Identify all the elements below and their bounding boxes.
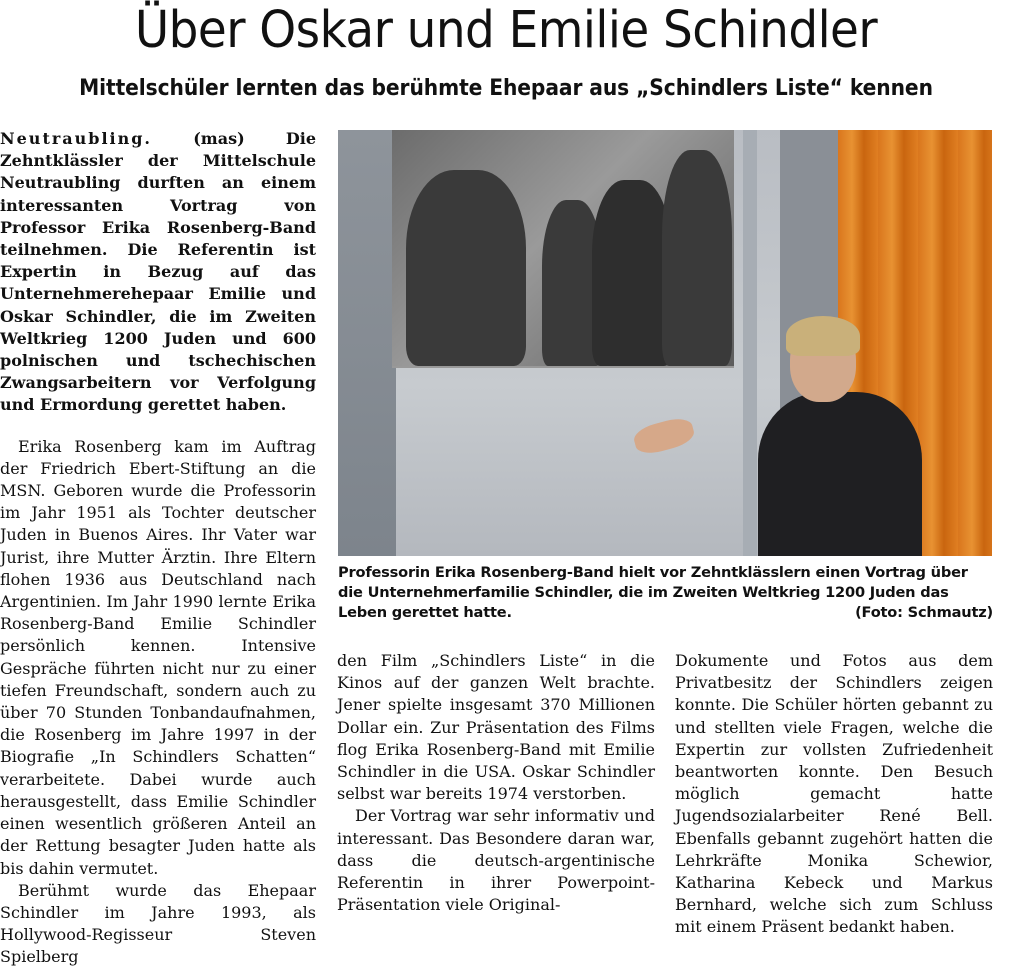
- subheadline: Mittelschüler lernten das berühmte Ehepaar aus „Schindlers Liste“ kennen: [79, 76, 933, 101]
- body-paragraph-3-start: Der Vortrag war sehr informativ und interessant. Das Besondere daran war, dass die deutsch-argentinische Referentin in ihrer Powerpoint-Präsentation viele Original-: [337, 806, 655, 915]
- photo-speaker-hair: [786, 316, 860, 356]
- photo-caption: [338, 563, 993, 623]
- photo-speaker-body: [758, 392, 922, 556]
- body-paragraph-1: Erika Rosenberg kam im Auftrag der Friedrich Ebert-Stiftung an die MSN. Geboren wurde die Professorin im Jahr 1951 als Tochter deutscher Juden in Buenos Aires. Ihr Vater war Jurist, ihre Mutter Ärztin. Ihre Eltern flohen 1936 aus Deutschland nach Argentinien. Im Jahr 1990 lernte Erika Rosenberg-Band Emilie Schindler persönlich kennen. Intensive Gespräche führten nicht nur zu einer tiefen Freundschaft, sondern auch zu über 70 Stunden Tonbandaufnahmen, die Rosenberg im Jahre 1997 in der Biografie „In Schindlers Schatten“ verarbeitete. Dabei wurde auch herausgestellt, dass Emilie Schindler einen wesentlich größeren Anteil an der Rettung besagter Juden hatte als bis dahin vermutet.: [0, 436, 316, 878]
- photo-wall: [338, 130, 396, 556]
- lead-text: (mas) Die Zehntklässler der Mittelschule Neutraubling durften an einem interessanten Vortrag von Professor Erika Rosenberg-Band teilnehmen. Die Referentin ist Expertin in Bezug auf das Unternehmerehepaar Emilie und Oskar Schindler, die im Zweiten Weltkrieg 1200 Juden und 600 polnischen und tschechischen Zwangsarbeitern vor Verfolgung und Ermordung gerettet haben.: [0, 129, 316, 415]
- article-photo: [338, 130, 992, 556]
- article-column-1: [0, 128, 316, 969]
- photo-figure: [662, 150, 732, 366]
- photo-projected-image: [392, 130, 734, 368]
- photo-door-frame: [743, 130, 757, 556]
- body-paragraph-3-cont: Dokumente und Fotos aus dem Privatbesitz der Schindlers zeigen konnte. Die Schüler hörten gebannt zu und stellten viele Fragen, welche die Expertin zur vollsten Zufriedenheit beantworten konnte. Den Besuch möglich gemacht hatte Jugendsozialarbeiter René Bell. Ebenfalls gebannt zugehört hatten die Lehrkräfte Monika Schewior, Katharina Kebeck und Markus Bernhard, welche sich zum Schluss mit einem Präsent bedankt haben.: [675, 651, 993, 937]
- dateline: Neutraubling.: [0, 129, 152, 148]
- headline: Über Oskar und Emilie Schindler: [134, 1, 878, 60]
- article-column-2: [337, 650, 655, 916]
- photo-figure: [592, 180, 672, 366]
- body-paragraph-2-cont: den Film „Schindlers Liste“ in die Kinos auf der ganzen Welt brachte. Jener spielte insgesamt 370 Millionen Dollar ein. Zur Präsentation des Films flog Erika Rosenberg-Band mit Emilie Schindler in die USA. Oskar Schindler selbst war bereits 1974 verstorben.: [337, 651, 655, 804]
- photo-caption-text: Professorin Erika Rosenberg-Band hielt vor Zehntklässlern einen Vortrag über die Unternehmerfamilie Schindler, die im Zweiten Weltkrieg 1200 Juden das Leben gerettet hatte.: [338, 564, 968, 621]
- photo-figure: [406, 170, 526, 366]
- photo-credit: (Foto: Schmautz): [855, 604, 993, 621]
- body-paragraph-2-start: Berühmt wurde das Ehepaar Schindler im Jahre 1993, als Hollywood-Regisseur Steven Spielberg: [0, 880, 316, 967]
- lead-paragraph: [0, 128, 316, 417]
- article-column-3: [675, 650, 993, 939]
